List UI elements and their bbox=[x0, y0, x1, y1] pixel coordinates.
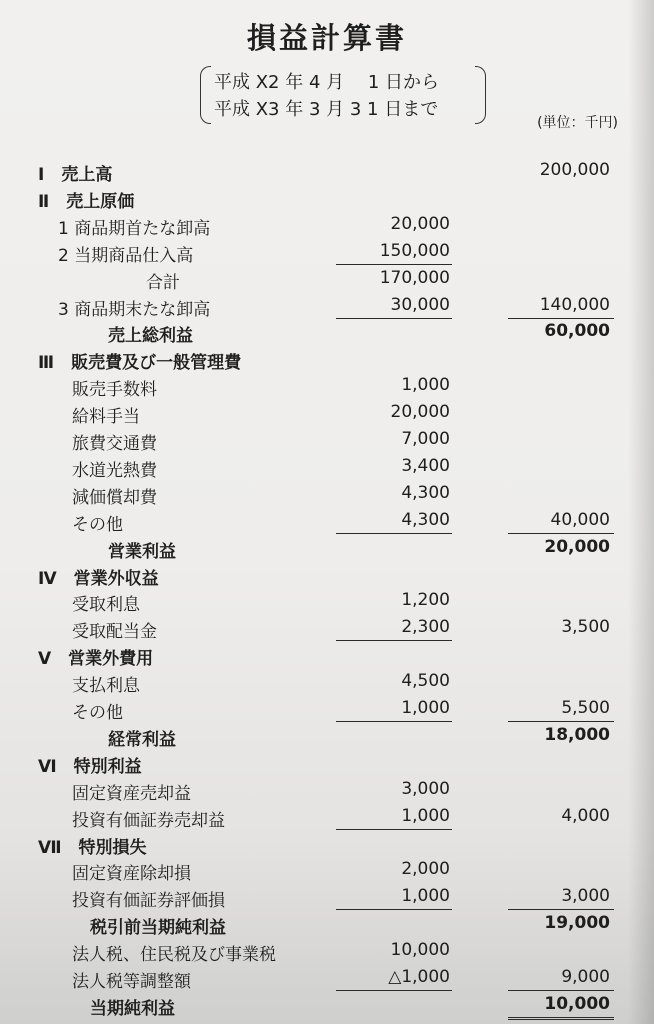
total-rule bbox=[508, 990, 614, 991]
row-amount-inner: 20,000 bbox=[390, 213, 450, 234]
statement-row bbox=[0, 346, 654, 372]
row-amount-inner: 1,000 bbox=[401, 698, 450, 718]
statement-row bbox=[0, 992, 654, 1018]
statement-row bbox=[0, 427, 654, 453]
statement-row bbox=[0, 911, 654, 937]
statement-row bbox=[0, 400, 654, 426]
statement-row bbox=[0, 508, 654, 534]
statement-row bbox=[0, 319, 654, 345]
row-amount-inner: 150,000 bbox=[379, 240, 450, 261]
statement-row bbox=[0, 884, 654, 910]
statement-row bbox=[0, 212, 654, 238]
period-from: 平成 X2 年 4 月 1 日から bbox=[214, 72, 440, 93]
row-amount-total: 3,000 bbox=[561, 886, 610, 907]
row-amount-inner: 1,000 bbox=[401, 886, 450, 907]
statement-row bbox=[0, 454, 654, 480]
row-amount-inner: 1,200 bbox=[401, 590, 450, 611]
row-label: Ⅴ 営業外費用 bbox=[38, 649, 154, 670]
row-amount-inner: 2,300 bbox=[401, 617, 450, 638]
row-label: 水道光熱費 bbox=[72, 460, 157, 481]
statement-title: 損益計算書 bbox=[246, 21, 407, 55]
row-label: 販売手数料 bbox=[72, 380, 157, 401]
row-amount-inner: 4,300 bbox=[401, 509, 450, 530]
row-label: その他 bbox=[72, 514, 123, 535]
row-amount-inner: 170,000 bbox=[379, 267, 450, 288]
statement-row bbox=[0, 642, 654, 668]
row-label: 投資有価証券評価損 bbox=[72, 891, 225, 912]
row-label: 法人税、住民税及び事業税 bbox=[72, 945, 276, 966]
row-amount-inner: 4,300 bbox=[401, 482, 450, 503]
row-label: Ⅲ 販売費及び一般管理費 bbox=[38, 353, 242, 374]
row-label: 経常利益 bbox=[108, 729, 176, 750]
row-label: 合計 bbox=[146, 272, 180, 293]
statement-row bbox=[0, 293, 654, 319]
statement-row bbox=[0, 696, 654, 722]
period-to: 平成 X3 年 3 月 3 1 日まで bbox=[214, 99, 439, 120]
row-label: Ⅵ 特別利益 bbox=[38, 756, 142, 777]
row-amount-inner: 4,500 bbox=[401, 671, 450, 692]
period-right-bracket bbox=[475, 66, 486, 124]
row-label: Ⅰ 売上高 bbox=[38, 165, 113, 185]
row-label: 2 当期商品仕入高 bbox=[58, 245, 194, 266]
row-label: 売上総利益 bbox=[108, 326, 193, 347]
row-label: Ⅳ 営業外収益 bbox=[38, 568, 159, 589]
period-block bbox=[200, 64, 486, 128]
statement-row bbox=[0, 831, 654, 857]
statement-row bbox=[0, 938, 654, 964]
period-left-bracket bbox=[200, 66, 211, 124]
row-label: 投資有価証券売却益 bbox=[72, 810, 225, 831]
row-label: 受取配当金 bbox=[72, 622, 157, 643]
row-amount-total: 200,000 bbox=[539, 160, 610, 180]
statement-row bbox=[0, 185, 654, 211]
subtotal-rule bbox=[336, 829, 452, 830]
row-amount-total: 9,000 bbox=[561, 967, 610, 987]
statement-row bbox=[0, 750, 654, 776]
row-label: 支払利息 bbox=[72, 676, 140, 697]
statement-row bbox=[0, 158, 654, 184]
row-amount-inner: 1,000 bbox=[401, 375, 450, 396]
row-label: Ⅶ 特別損失 bbox=[38, 837, 147, 858]
subtotal-rule bbox=[336, 533, 452, 534]
row-amount-total: 20,000 bbox=[544, 536, 610, 557]
row-label: Ⅱ 売上原価 bbox=[38, 191, 135, 212]
subtotal-rule bbox=[336, 264, 452, 265]
statement-row bbox=[0, 669, 654, 695]
row-label: 給料手当 bbox=[72, 407, 140, 428]
row-amount-inner: 30,000 bbox=[390, 294, 450, 315]
row-amount-total: 140,000 bbox=[539, 294, 610, 315]
statement-row bbox=[0, 373, 654, 399]
row-label: 当期純利益 bbox=[90, 998, 175, 1019]
statement-row bbox=[0, 965, 654, 991]
subtotal-rule bbox=[336, 721, 452, 722]
subtotal-rule bbox=[336, 640, 452, 641]
double-rule bbox=[508, 1017, 614, 1020]
subtotal-rule bbox=[336, 990, 452, 991]
row-amount-inner: 2,000 bbox=[401, 859, 450, 880]
statement-row bbox=[0, 481, 654, 507]
row-amount-total: 19,000 bbox=[544, 913, 610, 934]
total-rule bbox=[508, 533, 614, 534]
subtotal-rule bbox=[336, 318, 452, 319]
row-label: 1 商品期首たな卸高 bbox=[58, 218, 211, 239]
row-amount-inner: △1,000 bbox=[388, 967, 450, 987]
statement-row bbox=[0, 804, 654, 830]
statement-row bbox=[0, 266, 654, 292]
row-label: 税引前当期純利益 bbox=[90, 918, 226, 939]
row-amount-total: 4,000 bbox=[561, 805, 610, 826]
statement-row bbox=[0, 588, 654, 614]
row-amount-inner: 7,000 bbox=[401, 429, 450, 449]
statement-row bbox=[0, 857, 654, 883]
statement-row bbox=[0, 562, 654, 588]
row-label: 固定資産除却損 bbox=[72, 864, 191, 885]
statement-row bbox=[0, 615, 654, 641]
total-rule bbox=[508, 909, 614, 910]
row-label: その他 bbox=[72, 703, 123, 723]
row-label: 3 商品期末たな卸高 bbox=[58, 299, 211, 320]
row-label: 法人税等調整額 bbox=[72, 972, 191, 992]
row-amount-total: 60,000 bbox=[544, 321, 610, 342]
statement-row bbox=[0, 723, 654, 749]
row-amount-inner: 3,400 bbox=[401, 455, 450, 476]
row-label: 受取利息 bbox=[72, 595, 140, 616]
row-amount-total: 40,000 bbox=[550, 509, 610, 530]
subtotal-rule bbox=[336, 909, 452, 910]
row-amount-total: 5,500 bbox=[561, 698, 610, 718]
unit-label: (単位：千円) bbox=[537, 115, 618, 131]
row-amount-total: 18,000 bbox=[544, 724, 610, 745]
statement-row bbox=[0, 777, 654, 803]
row-amount-total: 3,500 bbox=[561, 617, 610, 638]
total-rule bbox=[508, 721, 614, 722]
row-amount-inner: 10,000 bbox=[390, 940, 450, 961]
statement-row bbox=[0, 239, 654, 265]
row-amount-inner: 1,000 bbox=[401, 805, 450, 826]
statement-row bbox=[0, 535, 654, 561]
total-rule bbox=[508, 318, 614, 319]
row-label: 減価償却費 bbox=[72, 487, 157, 508]
row-label: 旅費交通費 bbox=[72, 434, 157, 454]
row-amount-total: 10,000 bbox=[544, 993, 610, 1014]
row-label: 固定資産売却益 bbox=[72, 783, 191, 804]
row-amount-inner: 3,000 bbox=[401, 778, 450, 799]
row-label: 営業利益 bbox=[108, 541, 176, 562]
row-amount-inner: 20,000 bbox=[390, 402, 450, 423]
